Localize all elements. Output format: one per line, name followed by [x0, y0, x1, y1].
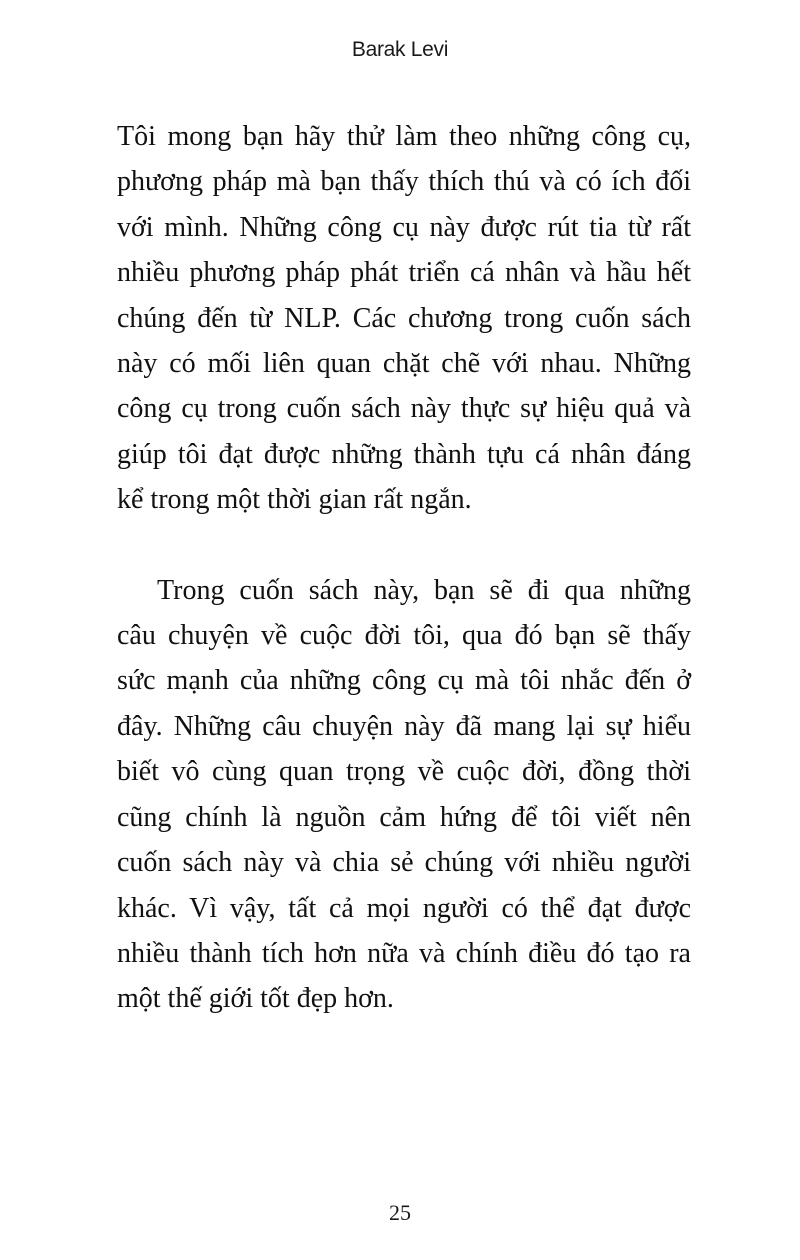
running-header-author: Barak Levi — [351, 38, 449, 61]
body-text — [117, 114, 691, 1022]
text-line: nhiều phương pháp phát triển cá nhân và hầu hết — [117, 257, 691, 289]
text-line: này có mối liên quan chặt chẽ với nhau. Những — [117, 348, 691, 380]
text-line: câu chuyện về cuộc đời tôi, qua đó bạn sẽ thấy — [117, 620, 691, 652]
text-line: một thế giới tốt đẹp hơn. — [117, 983, 394, 1015]
text-line: Trong cuốn sách này, bạn sẽ đi qua những — [157, 574, 691, 606]
text-line: khác. Vì vậy, tất cả mọi người có thể đạt được — [117, 892, 691, 924]
text-line: đây. Những câu chuyện này đã mang lại sự hiểu — [117, 710, 691, 742]
text-line: biết vô cùng quan trọng về cuộc đời, đồng thời — [117, 756, 691, 788]
text-line: công cụ trong cuốn sách này thực sự hiệu quả và — [117, 393, 691, 425]
text-line: kể trong một thời gian rất ngắn. — [117, 484, 472, 516]
paragraph-1 — [117, 114, 691, 523]
text-line: với mình. Những công cụ này được rút tia từ rất — [117, 211, 691, 243]
text-line: sức mạnh của những công cụ mà tôi nhắc đến ở — [117, 665, 691, 697]
text-line: giúp tôi đạt được những thành tựu cá nhân đáng — [117, 438, 691, 470]
page-number: 25 — [389, 1200, 411, 1225]
text-line: cuốn sách này và chia sẻ chúng với nhiều người — [117, 847, 691, 879]
text-line: chúng đến từ NLP. Các chương trong cuốn sách — [117, 302, 691, 334]
text-line: phương pháp mà bạn thấy thích thú và có ích đối — [117, 166, 691, 198]
text-line: Tôi mong bạn hãy thử làm theo những công cụ, — [117, 121, 691, 152]
paragraph-2 — [117, 568, 691, 1022]
text-line: cũng chính là nguồn cảm hứng để tôi viết nên — [117, 801, 691, 833]
text-line: nhiều thành tích hơn nữa và chính điều đó tạo ra — [117, 937, 691, 969]
